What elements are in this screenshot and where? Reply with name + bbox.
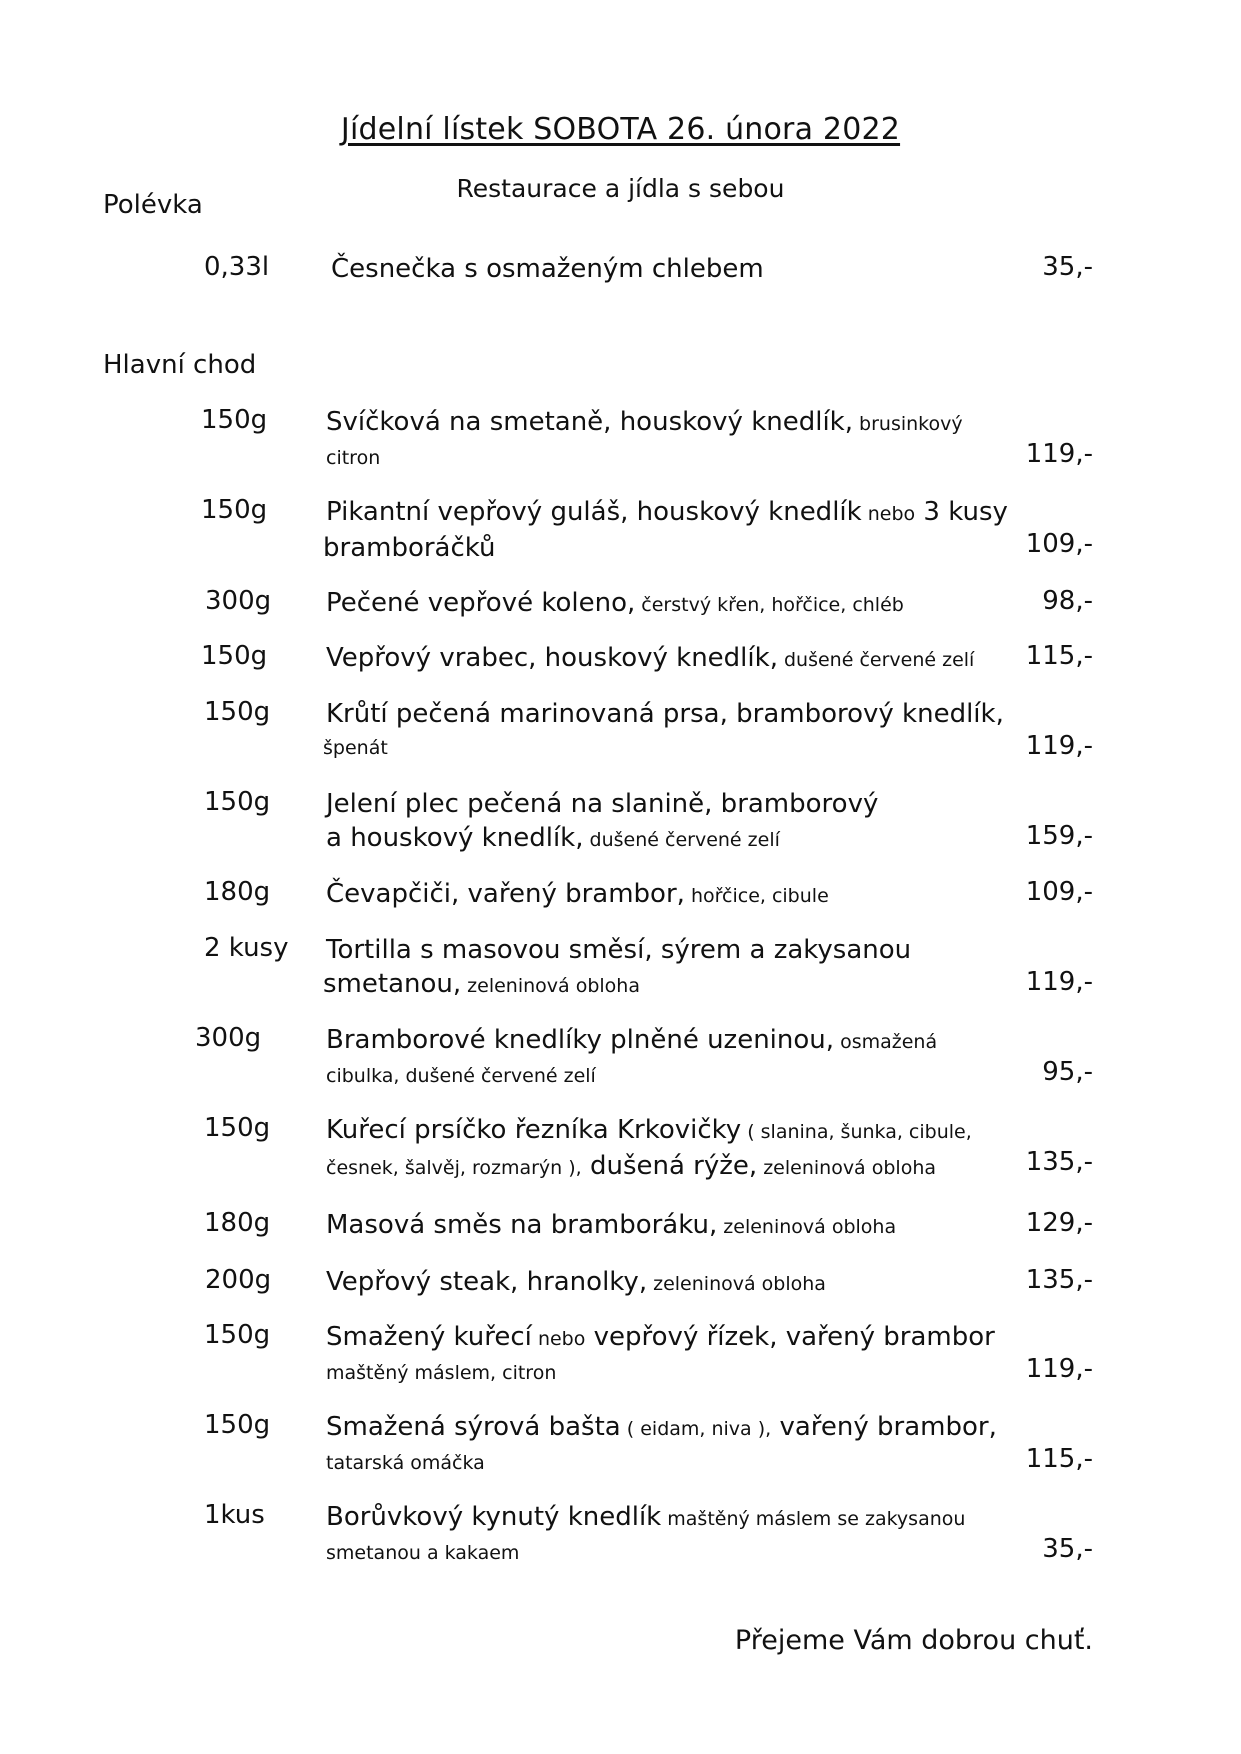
item-quantity: 200g [205, 1265, 272, 1295]
item-name: Vepřový vrabec, houskový knedlík, [326, 643, 778, 673]
item-name: Smažený kuřecí [326, 1322, 532, 1352]
item-name: Borůvkový kynutý knedlík [326, 1502, 662, 1532]
item-name: Smažená sýrová bašta [326, 1412, 621, 1442]
item-description [326, 787, 1016, 857]
item-side: cibulka, dušené červené zelí [326, 1065, 596, 1087]
item-quantity: 180g [204, 877, 271, 907]
item-price: 159,- [1025, 821, 1093, 851]
item-quantity: 150g [204, 1113, 271, 1143]
item-side: citron [326, 447, 381, 469]
item-name-cont: vepřový řízek, vařený brambor [585, 1322, 995, 1352]
item-name: Jelení plec pečená na slanině, bramborový [326, 789, 879, 819]
item-price: 119,- [1025, 1354, 1093, 1384]
item-description [326, 1410, 1016, 1480]
item-quantity: 300g [195, 1023, 262, 1053]
item-name: Pečené vepřové koleno, [326, 588, 636, 618]
item-quantity: 150g [204, 787, 271, 817]
item-side: zeleninová obloha [717, 1216, 897, 1238]
item-description [323, 933, 1016, 1003]
item-connector: nebo [861, 503, 916, 525]
item-name-cont: smetanou, [323, 969, 462, 999]
item-quantity: 150g [204, 1320, 271, 1350]
item-name-cont: 3 kusy [915, 497, 1008, 527]
item-name-cont: dušená rýže, [581, 1151, 758, 1181]
item-name-cont: bramboráčků [323, 533, 496, 563]
item-side: česnek, šalvěj, rozmarýn ), [326, 1157, 582, 1179]
item-quantity: 0,33l [204, 252, 270, 282]
item-name: Svíčková na smetaně, houskový knedlík, [326, 407, 853, 437]
item-description [326, 1113, 1016, 1185]
item-side: osmažená [834, 1031, 938, 1053]
item-quantity: 150g [201, 495, 268, 525]
item-description [326, 586, 1016, 622]
item-quantity: 150g [201, 405, 268, 435]
item-price: 119,- [1025, 439, 1093, 469]
item-side: ( slanina, šunka, cibule, [741, 1121, 972, 1143]
item-name: Tortilla s masovou směsí, sýrem a zakysanou [326, 935, 912, 965]
item-quantity: 180g [204, 1208, 271, 1238]
item-price: 95,- [1042, 1057, 1093, 1087]
item-side: zeleninová obloha [757, 1157, 937, 1179]
section-heading-soup: Polévka [103, 190, 203, 220]
item-name: Masová směs na bramboráku, [326, 1210, 718, 1240]
item-price: 119,- [1025, 731, 1093, 761]
item-price: 109,- [1025, 877, 1093, 907]
item-side: dušené červené zelí [583, 829, 780, 851]
item-price: 135,- [1025, 1265, 1093, 1295]
item-side: čerstvý křen, hořčice, chléb [635, 594, 904, 616]
menu-title: Jídelní lístek SOBOTA 26. února 2022 [340, 112, 901, 147]
item-name: Bramborové knedlíky plněné uzeninou, [326, 1025, 835, 1055]
item-side: maštěný máslem se zakysanou [661, 1508, 966, 1530]
item-description [326, 877, 1016, 913]
item-side: tatarská omáčka [326, 1452, 485, 1474]
item-price: 115,- [1025, 1444, 1093, 1474]
item-price: 129,- [1025, 1208, 1093, 1238]
item-quantity: 150g [204, 697, 271, 727]
item-description [326, 1265, 1016, 1301]
item-price: 119,- [1025, 967, 1093, 997]
item-side: brusinkový [853, 413, 963, 435]
item-quantity: 2 kusy [204, 933, 289, 963]
item-price: 135,- [1025, 1147, 1093, 1177]
item-price: 35,- [1042, 1534, 1093, 1564]
item-side: smetanou a kakaem [326, 1542, 520, 1564]
item-side: maštěný máslem, citron [326, 1362, 557, 1384]
item-price: 98,- [1042, 586, 1093, 616]
item-name: Česnečka s osmaženým chlebem [331, 254, 764, 284]
item-description [323, 697, 1016, 765]
item-quantity: 1kus [204, 1500, 265, 1530]
menu-subtitle: Restaurace a jídla s sebou [456, 174, 785, 203]
item-side: zeleninová obloha [647, 1273, 826, 1295]
item-description [331, 252, 1021, 286]
section-heading-main: Hlavní chod [103, 350, 257, 380]
item-name: Čevapčiči, vařený brambor, [326, 879, 685, 909]
item-price: 115,- [1025, 641, 1093, 671]
item-description [326, 641, 1016, 677]
item-name: Vepřový steak, hranolky, [326, 1267, 648, 1297]
item-description [326, 1500, 1016, 1570]
item-description [326, 1208, 1016, 1244]
item-name: Pikantní vepřový guláš, houskový knedlík [326, 497, 862, 527]
item-description [326, 1023, 1016, 1093]
item-side: ( eidam, niva ), [620, 1418, 772, 1440]
item-side: dušené červené zelí [777, 649, 975, 671]
item-side: špenát [323, 737, 388, 759]
item-quantity: 150g [201, 641, 268, 671]
item-name-cont: a houskový knedlík, [326, 823, 584, 853]
item-quantity: 150g [204, 1410, 271, 1440]
item-connector: nebo [531, 1328, 586, 1350]
item-name: Krůtí pečená marinovaná prsa, bramborový knedlík, [326, 699, 1004, 729]
item-name-cont: vařený brambor, [771, 1412, 997, 1442]
item-description [323, 495, 1016, 565]
item-price: 35,- [1042, 252, 1093, 282]
item-quantity: 300g [205, 586, 272, 616]
item-price: 109,- [1025, 529, 1093, 559]
item-name: Kuřecí prsíčko řezníka Krkovičky [326, 1115, 742, 1145]
item-side: zeleninová obloha [461, 975, 640, 997]
item-description [326, 405, 1016, 475]
closing-message: Přejeme Vám dobrou chuť. [734, 1625, 1093, 1656]
item-side: hořčice, cibule [684, 885, 829, 907]
item-description [326, 1320, 1016, 1390]
